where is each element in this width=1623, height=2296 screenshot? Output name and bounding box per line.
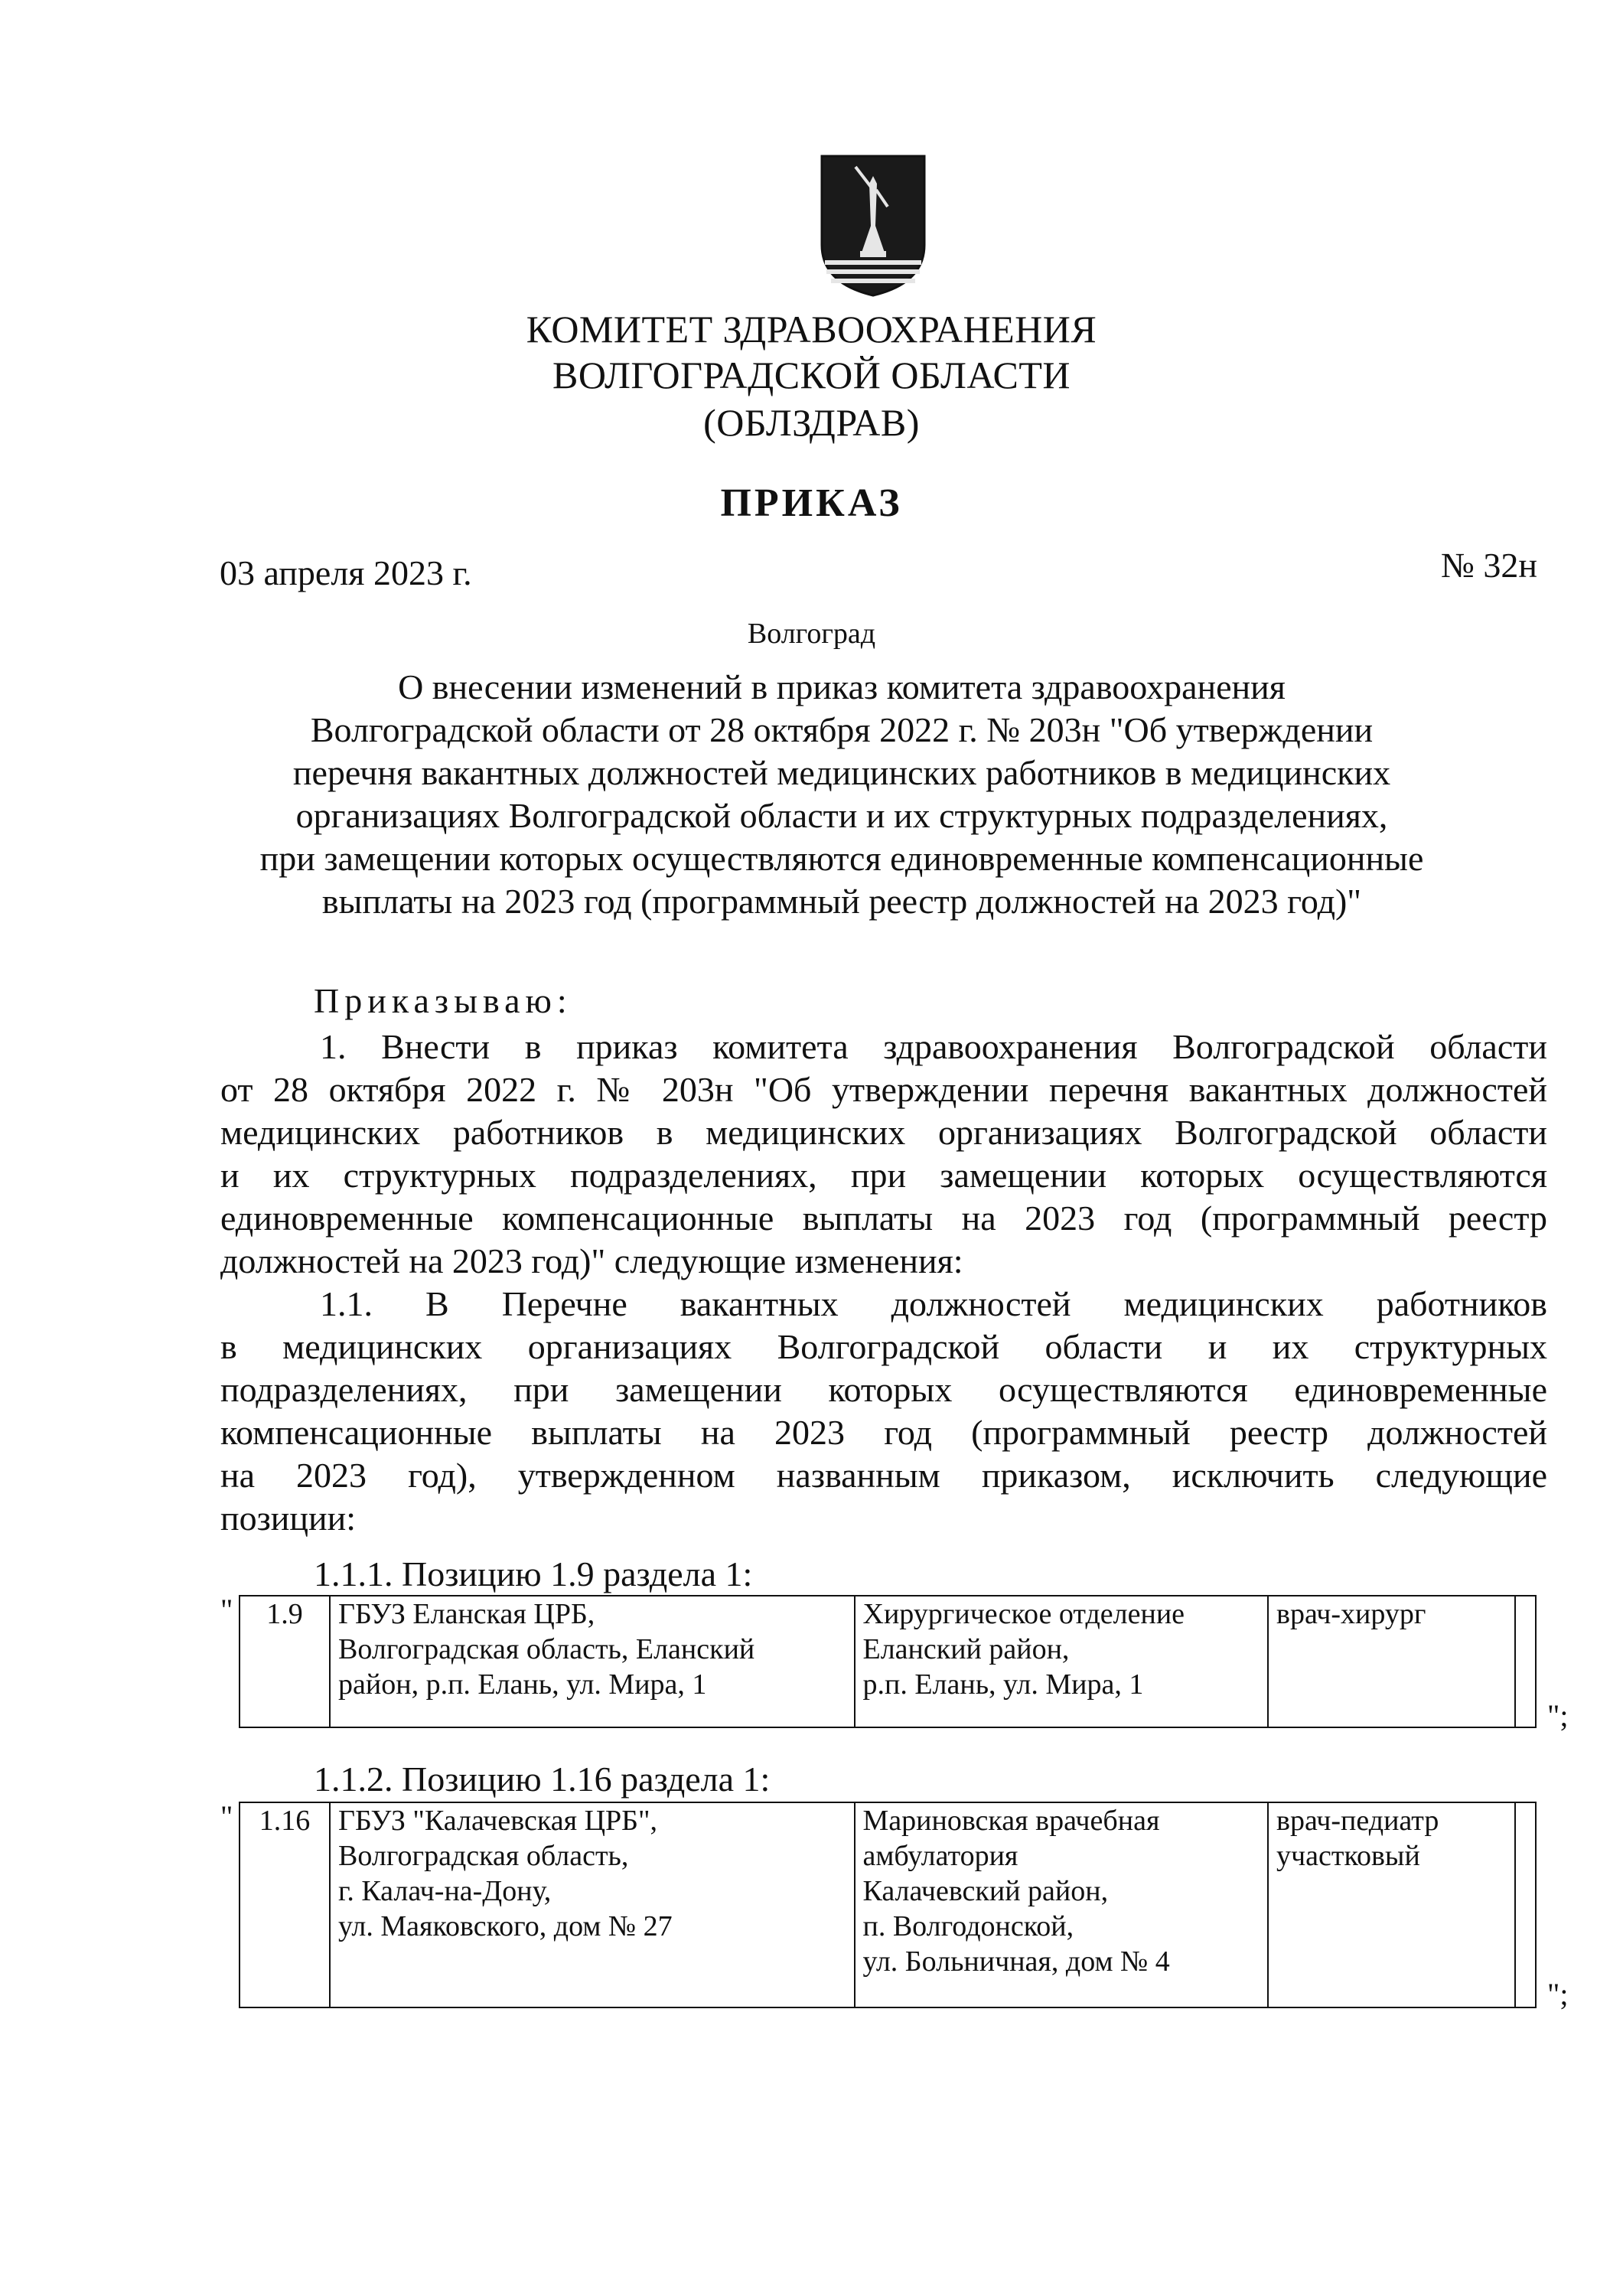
paragraph-line: и их структурных подразделениях, при замещении которых осуществляются [220, 1156, 1547, 1195]
cell-line: Еланский район, [862, 1633, 1070, 1665]
cell-line: ГБУЗ "Калачевская ЦРБ", [338, 1805, 657, 1837]
subdivision-cell [855, 1802, 1269, 2007]
subdivision-cell [855, 1596, 1269, 1727]
document-date: 03 апреля 2023 г. [220, 553, 472, 592]
org-name-line-3: (ОБЛЗДРАВ) [703, 401, 920, 444]
paragraph-line: на 2023 год), утвержденном названным приказом, исключить следующие [220, 1456, 1547, 1495]
organization-cell [330, 1596, 854, 1727]
org-name-line-1: КОМИТЕТ ЗДРАВООХРАНЕНИЯ [526, 308, 1097, 351]
open-quote: " [220, 1593, 233, 1627]
document-number: № 32н [1440, 546, 1537, 585]
volgograd-coat-of-arms-icon [816, 153, 930, 298]
document-type-title: ПРИКАЗ [720, 481, 903, 525]
subject-line: выплаты на 2023 год (программный реестр должностей на 2023 год)" [321, 882, 1362, 921]
subject-line: организациях Волгоградской области и их структурных подразделениях, [295, 796, 1388, 835]
cell-line: Хирургическое отделение [862, 1598, 1185, 1630]
position-number: 1.9 [240, 1596, 330, 1727]
cell-line: амбулатория [862, 1840, 1018, 1872]
position-table [239, 1595, 1537, 1728]
paragraph-line: позиции: [220, 1499, 357, 1538]
close-quote: "; [1547, 1977, 1569, 2011]
coat-of-arms-emblem [816, 153, 930, 298]
paragraph-line: 1.1. В Перечне вакантных должностей медицинских работников [320, 1284, 1547, 1323]
cell-line: район, р.п. Елань, ул. Мира, 1 [338, 1668, 707, 1701]
cell-line: участковый [1276, 1840, 1420, 1872]
subject-line: О внесении изменений в приказ комитета здравоохранения [398, 667, 1286, 706]
cell-line: врач-педиатр [1276, 1805, 1439, 1837]
cell-line: г. Калач-на-Дону, [338, 1875, 552, 1907]
empty-cell [1515, 1596, 1536, 1727]
document-subject [214, 666, 1469, 923]
empty-cell [1515, 1802, 1536, 2007]
position-label: 1.1.2. Позицию 1.16 раздела 1: [314, 1760, 771, 1799]
paragraph-line: единовременные компенсационные выплаты на 2023 год (программный реестр [220, 1199, 1547, 1238]
cell-line: п. Волгодонской, [862, 1910, 1074, 1942]
subject-line: при замещении которых осуществляются единовременные компенсационные [259, 839, 1424, 878]
cell-line: ул. Маяковского, дом № 27 [338, 1910, 673, 1942]
cell-line: Волгоградская область, Еланский [338, 1633, 755, 1665]
cell-line: ул. Больничная, дом № 4 [862, 1945, 1170, 1978]
paragraph-line: 1. Внести в приказ комитета здравоохранения Волгоградской области [320, 1027, 1547, 1066]
subject-line: перечня вакантных должностей медицинских работников в медицинских [292, 753, 1391, 792]
position-table [239, 1802, 1537, 2008]
paragraph-line: подразделениях, при замещении которых осуществляются единовременные [220, 1370, 1547, 1409]
document-city: Волгоград [747, 618, 876, 650]
paragraph-line: медицинских работников в медицинских организациях Волгоградской области [220, 1113, 1547, 1152]
position-number: 1.16 [240, 1802, 330, 2007]
cell-line: р.п. Елань, ул. Мира, 1 [862, 1668, 1144, 1701]
cell-line: ГБУЗ Еланская ЦРБ, [338, 1598, 595, 1630]
cell-line: Калачевский район, [862, 1875, 1109, 1907]
organization-cell [330, 1802, 854, 2007]
cell-line: Волгоградская область, [338, 1840, 629, 1872]
cell-line: врач-хирург [1276, 1598, 1426, 1630]
paragraph-line: в медицинских организациях Волгоградской области и их структурных [220, 1327, 1547, 1366]
cell-line: Мариновская врачебная [862, 1805, 1160, 1837]
org-name-line-2: ВОЛГОГРАДСКОЙ ОБЛАСТИ [552, 354, 1071, 396]
position-label: 1.1.1. Позицию 1.9 раздела 1: [314, 1554, 753, 1593]
post-cell [1268, 1596, 1515, 1727]
paragraph-line: должностей на 2023 год)" следующие изменения: [220, 1241, 963, 1280]
order-word: Приказываю: [314, 981, 572, 1020]
table-row [240, 1802, 1536, 2007]
paragraph-line: от 28 октября 2022 г. № 203н "Об утверждении перечня вакантных должностей [220, 1070, 1547, 1109]
close-quote: "; [1547, 1698, 1569, 1733]
subject-line: Волгоградской области от 28 октября 2022 г. № 203н "Об утверждении [310, 710, 1374, 749]
open-quote: " [220, 1799, 233, 1834]
paragraph-line: компенсационные выплаты на 2023 год (программный реестр должностей [220, 1413, 1547, 1452]
post-cell [1268, 1802, 1515, 2007]
table-row [240, 1596, 1536, 1727]
